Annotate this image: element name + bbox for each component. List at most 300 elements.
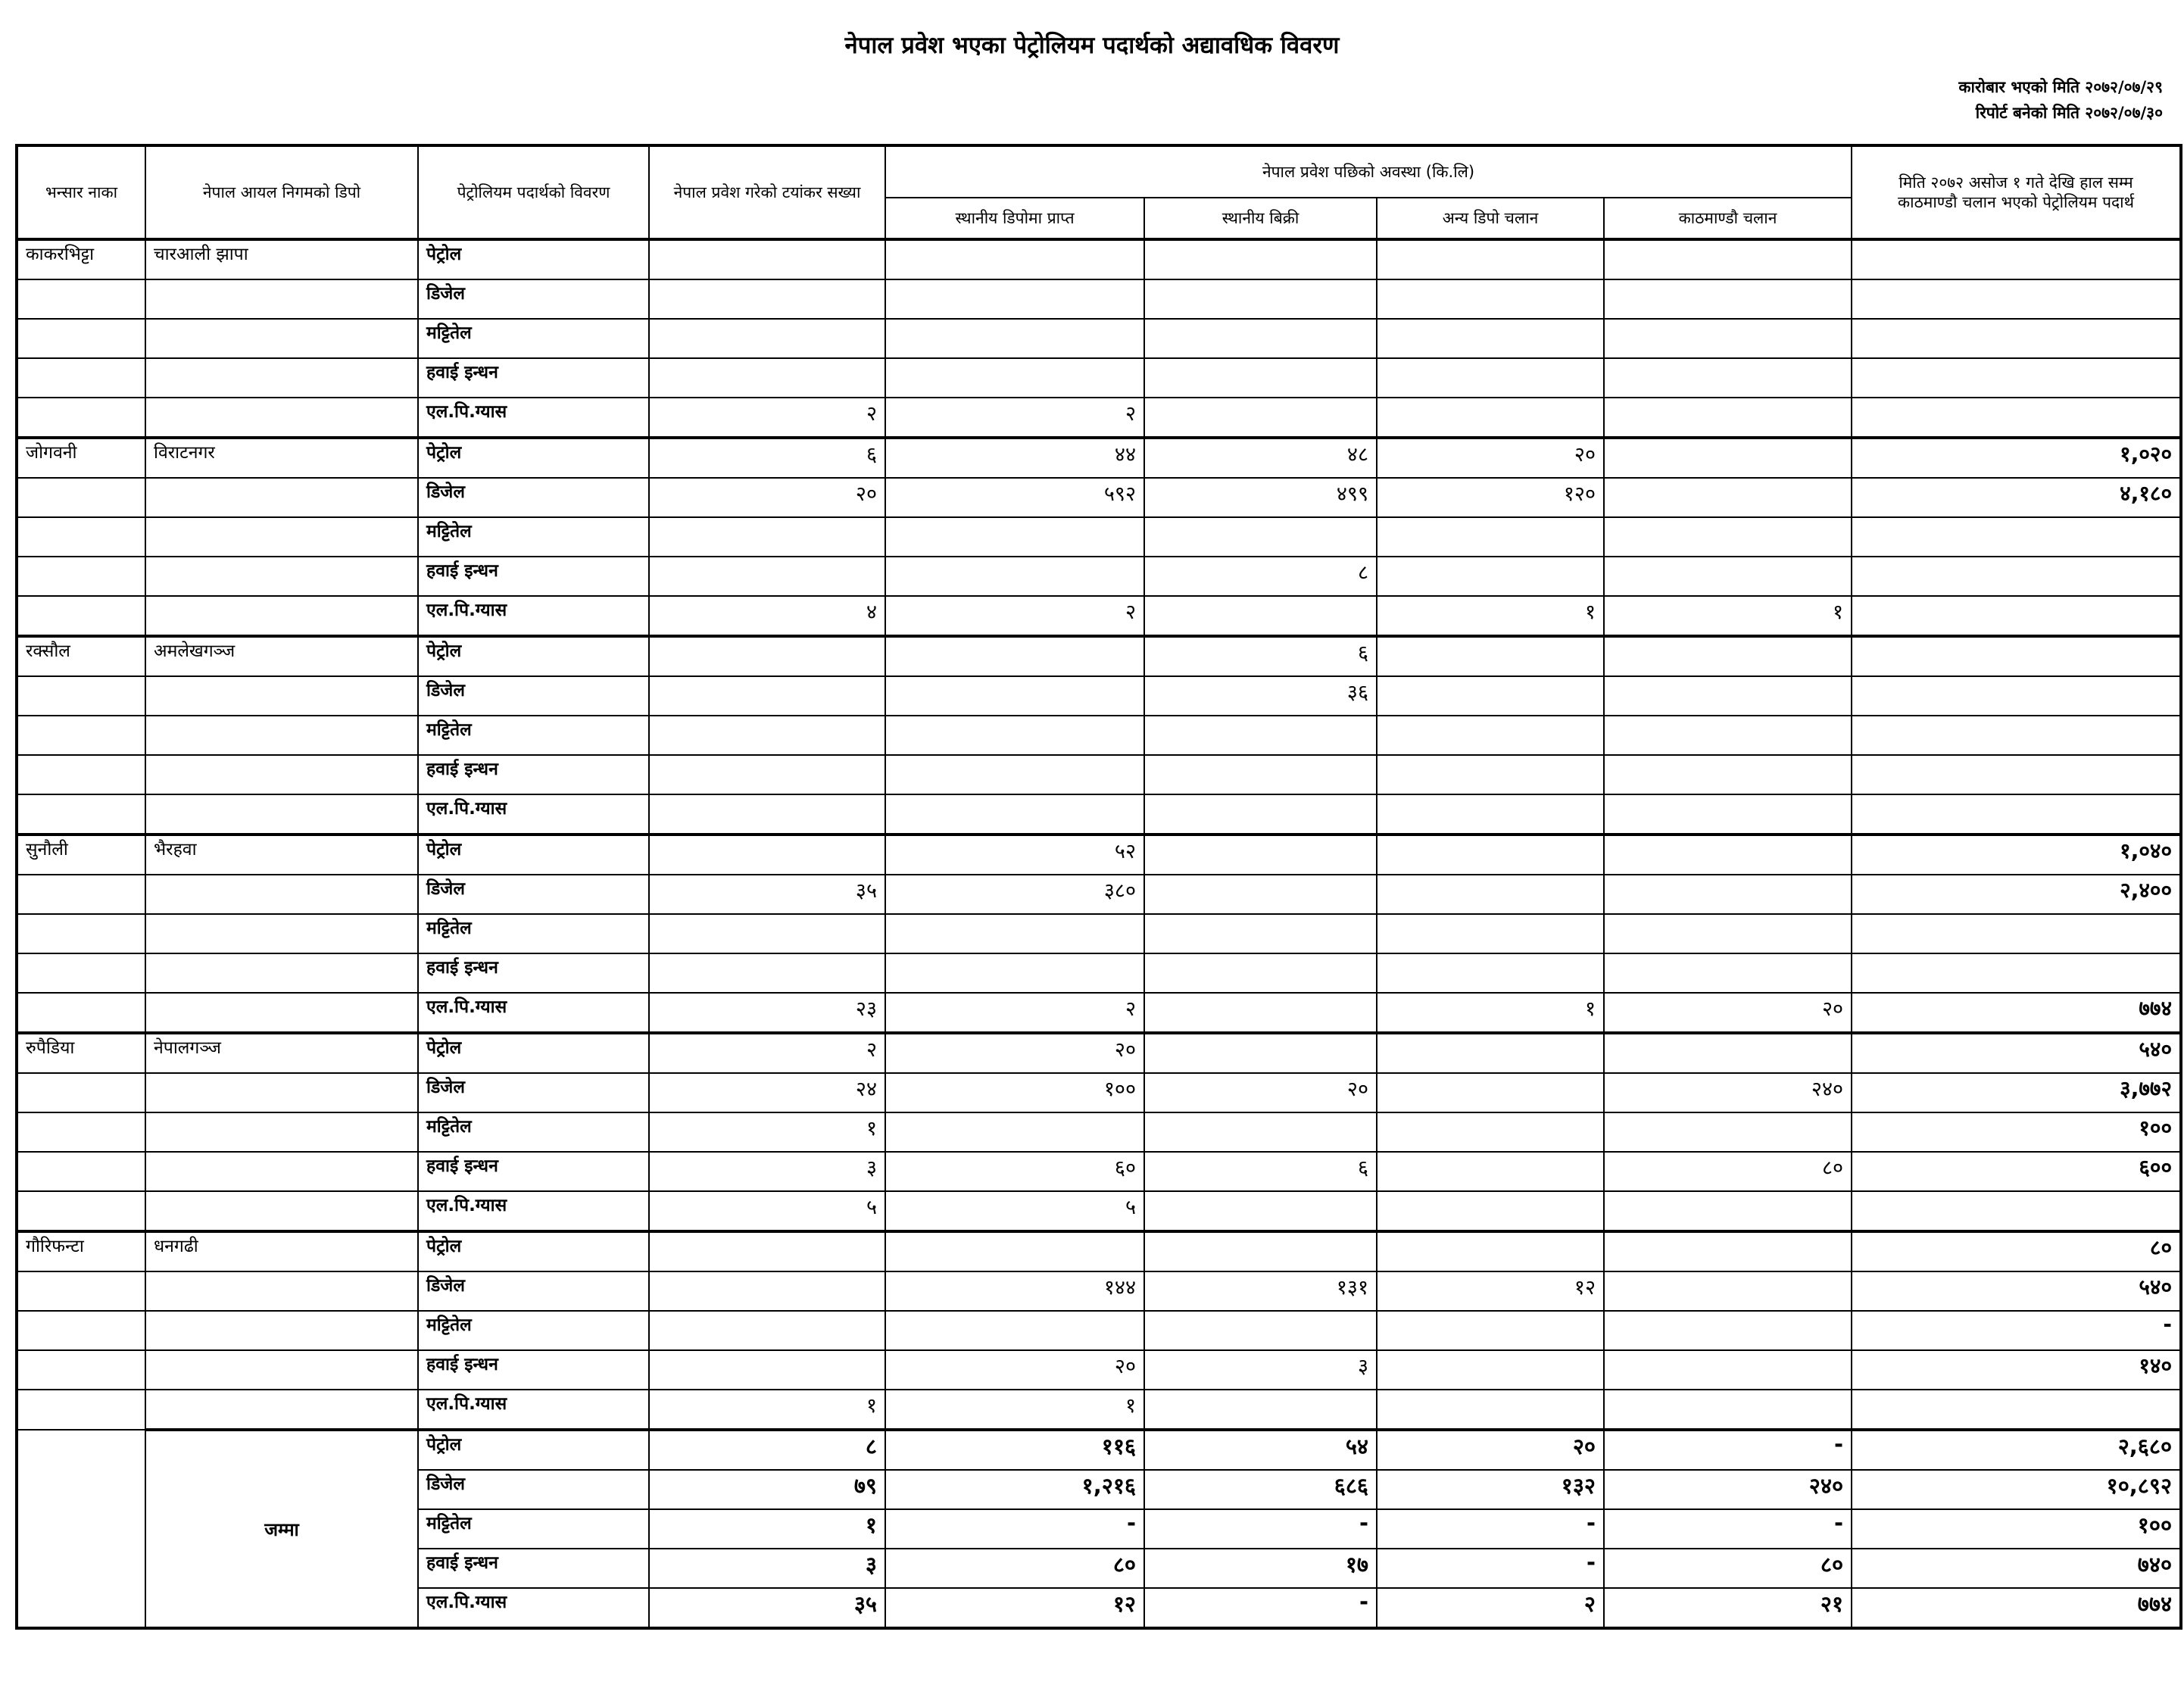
depot-cell: भैरहवा xyxy=(145,835,418,875)
header-local-sales: स्थानीय बिक्री xyxy=(1144,198,1377,239)
other-depot-cell xyxy=(1377,676,1604,716)
local-sales-cell xyxy=(1144,794,1377,835)
since-cell: १,०४० xyxy=(1852,835,2181,875)
since-cell: ५४० xyxy=(1852,1271,2181,1311)
kathmandu-cell xyxy=(1604,875,1852,914)
depot-cell: विराटनगर xyxy=(145,438,418,478)
local-depot-cell: १०० xyxy=(885,1073,1144,1112)
other-depot-cell xyxy=(1377,279,1604,319)
customs-cell xyxy=(17,676,145,716)
table-row xyxy=(17,517,2181,557)
tankers-cell: २ xyxy=(649,1033,885,1073)
local-depot-total-cell: ११६ xyxy=(885,1430,1144,1470)
product-cell: एल.पि.ग्यास xyxy=(418,794,649,835)
local-sales-cell xyxy=(1144,398,1377,438)
depot-cell xyxy=(145,914,418,953)
since-cell: १४० xyxy=(1852,1350,2181,1390)
customs-cell xyxy=(17,557,145,596)
local-depot-cell xyxy=(885,636,1144,676)
header-tankers: नेपाल प्रवेश गरेको टयांकर सख्या xyxy=(649,145,885,239)
local-depot-total-cell: १,२१६ xyxy=(885,1470,1144,1509)
tankers-cell xyxy=(649,279,885,319)
product-cell: मट्टितेल xyxy=(418,319,649,358)
local-depot-cell xyxy=(885,755,1144,794)
local-depot-cell xyxy=(885,279,1144,319)
kathmandu-cell xyxy=(1604,716,1852,755)
local-sales-total-cell: ५४ xyxy=(1144,1430,1377,1470)
kathmandu-cell xyxy=(1604,1311,1852,1350)
product-cell: डिजेल xyxy=(418,1073,649,1112)
depot-cell xyxy=(145,1311,418,1350)
depot-cell xyxy=(145,478,418,517)
table-row xyxy=(17,993,2181,1033)
kathmandu-cell xyxy=(1604,755,1852,794)
kathmandu-cell xyxy=(1604,1390,1852,1430)
local-depot-cell: १ xyxy=(885,1390,1144,1430)
since-cell xyxy=(1852,914,2181,953)
other-depot-cell xyxy=(1377,716,1604,755)
kathmandu-cell xyxy=(1604,636,1852,676)
table-row xyxy=(17,398,2181,438)
local-sales-cell xyxy=(1144,279,1377,319)
header-depot: नेपाल आयल निगमको डिपो xyxy=(145,145,418,239)
kathmandu-total-cell: २४० xyxy=(1604,1470,1852,1509)
local-depot-cell xyxy=(885,517,1144,557)
table-row xyxy=(17,1390,2181,1430)
local-sales-cell: ६ xyxy=(1144,1152,1377,1191)
customs-cell: सुनौली xyxy=(17,835,145,875)
table-row xyxy=(17,1112,2181,1152)
tankers-cell xyxy=(649,319,885,358)
customs-cell xyxy=(17,993,145,1033)
since-cell xyxy=(1852,1390,2181,1430)
header-since xyxy=(1852,145,2181,239)
depot-cell xyxy=(145,993,418,1033)
product-cell: मट्टितेल xyxy=(418,1311,649,1350)
since-total-cell: ७७४ xyxy=(1852,1588,2181,1628)
tankers-cell xyxy=(649,835,885,875)
product-cell: एल.पि.ग्यास xyxy=(418,993,649,1033)
other-depot-cell xyxy=(1377,557,1604,596)
tankers-cell xyxy=(649,716,885,755)
depot-cell xyxy=(145,319,418,358)
kathmandu-cell xyxy=(1604,794,1852,835)
kathmandu-cell xyxy=(1604,279,1852,319)
since-cell: ८० xyxy=(1852,1231,2181,1271)
local-sales-total-cell: ६८६ xyxy=(1144,1470,1377,1509)
local-depot-cell: ५९२ xyxy=(885,478,1144,517)
tankers-cell xyxy=(649,557,885,596)
since-total-cell: ७४० xyxy=(1852,1549,2181,1588)
local-depot-cell: ३८० xyxy=(885,875,1144,914)
transaction-date: कारोबार भएको मिति २०७२/०७/२९ xyxy=(1958,78,2163,96)
kathmandu-cell xyxy=(1604,1350,1852,1390)
local-depot-cell: ४४ xyxy=(885,438,1144,478)
customs-cell xyxy=(17,517,145,557)
other-depot-total-cell: २० xyxy=(1377,1430,1604,1470)
local-sales-cell xyxy=(1144,953,1377,993)
report-title: नेपाल प्रवेश भएका पेट्रोलियम पदार्थको अद्यावधिक विवरण xyxy=(844,32,1340,59)
tankers-total-cell: ३ xyxy=(649,1549,885,1588)
local-sales-cell: ६ xyxy=(1144,636,1377,676)
since-cell xyxy=(1852,557,2181,596)
product-cell: एल.पि.ग्यास xyxy=(418,596,649,636)
customs-cell xyxy=(17,319,145,358)
tankers-cell: २ xyxy=(649,398,885,438)
local-depot-cell: ५२ xyxy=(885,835,1144,875)
local-sales-cell xyxy=(1144,1231,1377,1271)
other-depot-total-cell: - xyxy=(1377,1509,1604,1549)
tankers-total-cell: ३५ xyxy=(649,1588,885,1628)
local-depot-cell: ५ xyxy=(885,1191,1144,1231)
customs-cell: रुपैडिया xyxy=(17,1033,145,1073)
customs-cell xyxy=(17,279,145,319)
other-depot-cell: २० xyxy=(1377,438,1604,478)
local-sales-cell xyxy=(1144,1390,1377,1430)
table-row xyxy=(17,1152,2181,1191)
other-depot-cell: १ xyxy=(1377,993,1604,1033)
depot-cell: नेपालगञ्ज xyxy=(145,1033,418,1073)
customs-cell xyxy=(17,953,145,993)
product-cell: हवाई इन्धन xyxy=(418,1152,649,1191)
product-cell: डिजेल xyxy=(418,1271,649,1311)
customs-cell xyxy=(17,1191,145,1231)
other-depot-cell xyxy=(1377,875,1604,914)
petroleum-table xyxy=(15,144,2182,1630)
tankers-total-cell: ७९ xyxy=(649,1470,885,1509)
other-depot-cell: १२० xyxy=(1377,478,1604,517)
depot-cell xyxy=(145,1073,418,1112)
product-cell: डिजेल xyxy=(418,875,649,914)
header-product: पेट्रोलियम पदार्थको विवरण xyxy=(418,145,649,239)
depot-cell: चारआली झापा xyxy=(145,239,418,279)
product-cell: पेट्रोल xyxy=(418,636,649,676)
since-cell xyxy=(1852,239,2181,279)
depot-cell xyxy=(145,1271,418,1311)
product-cell: मट्टितेल xyxy=(418,914,649,953)
product-cell: हवाई इन्धन xyxy=(418,1549,649,1588)
since-total-cell: १०,८९२ xyxy=(1852,1470,2181,1509)
header-kathmandu: काठमाण्डौ चलान xyxy=(1604,198,1852,239)
kathmandu-cell: २४० xyxy=(1604,1073,1852,1112)
product-cell: डिजेल xyxy=(418,676,649,716)
local-depot-cell xyxy=(885,676,1144,716)
depot-cell xyxy=(145,1390,418,1430)
tankers-cell xyxy=(649,794,885,835)
kathmandu-cell xyxy=(1604,319,1852,358)
since-cell xyxy=(1852,358,2181,398)
blank-cell xyxy=(17,1430,145,1628)
since-cell: - xyxy=(1852,1311,2181,1350)
depot-cell xyxy=(145,279,418,319)
kathmandu-cell xyxy=(1604,1231,1852,1271)
local-sales-cell xyxy=(1144,1191,1377,1231)
since-total-cell: २,६८० xyxy=(1852,1430,2181,1470)
local-sales-cell: १३१ xyxy=(1144,1271,1377,1311)
table-row xyxy=(17,835,2181,875)
customs-cell xyxy=(17,1112,145,1152)
since-cell xyxy=(1852,676,2181,716)
local-sales-cell: २० xyxy=(1144,1073,1377,1112)
other-depot-total-cell: १३२ xyxy=(1377,1470,1604,1509)
customs-cell xyxy=(17,1390,145,1430)
other-depot-cell xyxy=(1377,398,1604,438)
kathmandu-cell xyxy=(1604,358,1852,398)
product-cell: डिजेल xyxy=(418,279,649,319)
kathmandu-cell xyxy=(1604,239,1852,279)
table-row xyxy=(17,557,2181,596)
depot-cell xyxy=(145,358,418,398)
local-sales-total-cell: - xyxy=(1144,1509,1377,1549)
depot-cell xyxy=(145,1191,418,1231)
local-sales-cell xyxy=(1144,319,1377,358)
other-depot-cell xyxy=(1377,517,1604,557)
local-sales-cell: ४९९ xyxy=(1144,478,1377,517)
local-sales-cell xyxy=(1144,914,1377,953)
depot-cell xyxy=(145,557,418,596)
kathmandu-cell xyxy=(1604,398,1852,438)
depot-cell: अमलेखगञ्ज xyxy=(145,636,418,676)
local-sales-cell xyxy=(1144,755,1377,794)
product-cell: हवाई इन्धन xyxy=(418,358,649,398)
header-customs: भन्सार नाका xyxy=(17,145,145,239)
tankers-cell: २३ xyxy=(649,993,885,1033)
since-total-cell: १०० xyxy=(1852,1509,2181,1549)
tankers-cell xyxy=(649,517,885,557)
header-other-depot: अन्य डिपो चलान xyxy=(1377,198,1604,239)
kathmandu-cell xyxy=(1604,953,1852,993)
local-sales-cell: ८ xyxy=(1144,557,1377,596)
table-row xyxy=(17,1073,2181,1112)
local-sales-cell xyxy=(1144,1112,1377,1152)
kathmandu-cell: १ xyxy=(1604,596,1852,636)
since-cell xyxy=(1852,794,2181,835)
local-depot-cell: २० xyxy=(885,1033,1144,1073)
since-cell xyxy=(1852,716,2181,755)
depot-cell xyxy=(145,596,418,636)
tankers-cell: २४ xyxy=(649,1073,885,1112)
other-depot-cell xyxy=(1377,1112,1604,1152)
since-cell: ३,७७२ xyxy=(1852,1073,2181,1112)
tankers-cell xyxy=(649,953,885,993)
kathmandu-cell: ८० xyxy=(1604,1152,1852,1191)
local-sales-cell: ३६ xyxy=(1144,676,1377,716)
product-cell: हवाई इन्धन xyxy=(418,557,649,596)
depot-cell xyxy=(145,716,418,755)
local-sales-cell xyxy=(1144,875,1377,914)
kathmandu-cell xyxy=(1604,438,1852,478)
table-row xyxy=(17,716,2181,755)
table-row xyxy=(17,953,2181,993)
kathmandu-cell xyxy=(1604,517,1852,557)
kathmandu-total-cell: - xyxy=(1604,1509,1852,1549)
depot-cell xyxy=(145,875,418,914)
tankers-total-cell: १ xyxy=(649,1509,885,1549)
tankers-cell: ३५ xyxy=(649,875,885,914)
since-cell: ५४० xyxy=(1852,1033,2181,1073)
table-row xyxy=(17,319,2181,358)
customs-cell: गौरिफन्टा xyxy=(17,1231,145,1271)
local-sales-cell xyxy=(1144,358,1377,398)
table-row xyxy=(17,875,2181,914)
tankers-cell: ५ xyxy=(649,1191,885,1231)
local-depot-total-cell: - xyxy=(885,1509,1144,1549)
local-depot-cell xyxy=(885,358,1144,398)
kathmandu-total-cell: ८० xyxy=(1604,1549,1852,1588)
since-cell: ७७४ xyxy=(1852,993,2181,1033)
since-cell xyxy=(1852,517,2181,557)
since-cell: १०० xyxy=(1852,1112,2181,1152)
report-date: रिपोर्ट बनेको मिति २०७२/०७/३० xyxy=(1975,104,2163,122)
product-cell: हवाई इन्धन xyxy=(418,1350,649,1390)
local-sales-cell xyxy=(1144,596,1377,636)
other-depot-cell xyxy=(1377,953,1604,993)
depot-cell xyxy=(145,794,418,835)
since-cell xyxy=(1852,636,2181,676)
local-depot-cell xyxy=(885,1112,1144,1152)
since-cell xyxy=(1852,319,2181,358)
local-depot-cell xyxy=(885,914,1144,953)
other-depot-cell xyxy=(1377,1350,1604,1390)
tankers-cell xyxy=(649,239,885,279)
tankers-cell: ६ xyxy=(649,438,885,478)
since-cell: १,०२० xyxy=(1852,438,2181,478)
kathmandu-cell: २० xyxy=(1604,993,1852,1033)
customs-cell: काकरभिट्टा xyxy=(17,239,145,279)
kathmandu-cell xyxy=(1604,557,1852,596)
depot-cell xyxy=(145,398,418,438)
kathmandu-cell xyxy=(1604,1271,1852,1311)
local-sales-cell xyxy=(1144,993,1377,1033)
other-depot-cell xyxy=(1377,1152,1604,1191)
local-depot-cell xyxy=(885,716,1144,755)
depot-cell: धनगढी xyxy=(145,1231,418,1271)
other-depot-cell: १२ xyxy=(1377,1271,1604,1311)
tankers-cell: ३ xyxy=(649,1152,885,1191)
product-cell: पेट्रोल xyxy=(418,1231,649,1271)
table-row xyxy=(17,358,2181,398)
local-depot-cell: २ xyxy=(885,993,1144,1033)
customs-cell xyxy=(17,1350,145,1390)
local-sales-cell: ४८ xyxy=(1144,438,1377,478)
depot-cell xyxy=(145,1152,418,1191)
local-sales-cell xyxy=(1144,1033,1377,1073)
local-sales-cell xyxy=(1144,835,1377,875)
tankers-cell: ४ xyxy=(649,596,885,636)
product-cell: पेट्रोल xyxy=(418,1430,649,1470)
tankers-cell: १ xyxy=(649,1112,885,1152)
local-depot-cell xyxy=(885,953,1144,993)
customs-cell xyxy=(17,755,145,794)
customs-cell xyxy=(17,596,145,636)
table-row xyxy=(17,279,2181,319)
product-cell: डिजेल xyxy=(418,1470,649,1509)
since-cell xyxy=(1852,279,2181,319)
product-cell: मट्टितेल xyxy=(418,1112,649,1152)
customs-cell xyxy=(17,914,145,953)
other-depot-cell xyxy=(1377,239,1604,279)
product-cell: मट्टितेल xyxy=(418,517,649,557)
tankers-cell xyxy=(649,1311,885,1350)
tankers-cell xyxy=(649,358,885,398)
customs-cell xyxy=(17,398,145,438)
depot-cell xyxy=(145,517,418,557)
table-row xyxy=(17,1033,2181,1073)
other-depot-cell xyxy=(1377,1073,1604,1112)
tankers-cell xyxy=(649,676,885,716)
local-sales-cell xyxy=(1144,716,1377,755)
local-depot-cell xyxy=(885,557,1144,596)
total-row xyxy=(17,1430,2181,1470)
kathmandu-cell xyxy=(1604,835,1852,875)
table-row xyxy=(17,438,2181,478)
since-cell: २,४०० xyxy=(1852,875,2181,914)
product-cell: हवाई इन्धन xyxy=(418,953,649,993)
table-row xyxy=(17,1271,2181,1311)
customs-cell xyxy=(17,1073,145,1112)
other-depot-cell xyxy=(1377,1311,1604,1350)
since-cell: ४,१८० xyxy=(1852,478,2181,517)
since-cell xyxy=(1852,1191,2181,1231)
customs-cell xyxy=(17,1152,145,1191)
table-row xyxy=(17,478,2181,517)
kathmandu-cell xyxy=(1604,1033,1852,1073)
tankers-cell xyxy=(649,1231,885,1271)
table-row xyxy=(17,636,2181,676)
table-row xyxy=(17,239,2181,279)
local-depot-cell: २ xyxy=(885,398,1144,438)
customs-cell: रक्सौल xyxy=(17,636,145,676)
table-row xyxy=(17,1191,2181,1231)
depot-cell xyxy=(145,953,418,993)
customs-cell: जोगवनी xyxy=(17,438,145,478)
total-label: जम्मा xyxy=(145,1430,418,1628)
other-depot-cell xyxy=(1377,1390,1604,1430)
other-depot-cell xyxy=(1377,358,1604,398)
customs-cell xyxy=(17,1271,145,1311)
local-depot-cell xyxy=(885,794,1144,835)
product-cell: डिजेल xyxy=(418,478,649,517)
table-row xyxy=(17,1311,2181,1350)
product-cell: मट्टितेल xyxy=(418,1509,649,1549)
header-local-depot: स्थानीय डिपोमा प्राप्त xyxy=(885,198,1144,239)
product-cell: एल.पि.ग्यास xyxy=(418,1390,649,1430)
tankers-cell xyxy=(649,636,885,676)
local-depot-total-cell: १२ xyxy=(885,1588,1144,1628)
product-cell: पेट्रोल xyxy=(418,835,649,875)
customs-cell xyxy=(17,478,145,517)
local-depot-cell: १४४ xyxy=(885,1271,1144,1311)
table-body xyxy=(17,239,2181,1628)
since-cell xyxy=(1852,953,2181,993)
customs-cell xyxy=(17,716,145,755)
other-depot-cell xyxy=(1377,1231,1604,1271)
local-sales-cell: ३ xyxy=(1144,1350,1377,1390)
other-depot-cell xyxy=(1377,835,1604,875)
local-depot-cell xyxy=(885,319,1144,358)
product-cell: हवाई इन्धन xyxy=(418,755,649,794)
customs-cell xyxy=(17,1311,145,1350)
product-cell: पेट्रोल xyxy=(418,239,649,279)
tankers-cell: १ xyxy=(649,1390,885,1430)
local-depot-cell xyxy=(885,1231,1144,1271)
local-depot-total-cell: ८० xyxy=(885,1549,1144,1588)
product-cell: पेट्रोल xyxy=(418,438,649,478)
local-depot-cell: २० xyxy=(885,1350,1144,1390)
tankers-cell xyxy=(649,755,885,794)
kathmandu-cell xyxy=(1604,914,1852,953)
header-since-line1: मिति २०७२ असोज १ गते देखि हाल सम्म xyxy=(1899,173,2133,192)
